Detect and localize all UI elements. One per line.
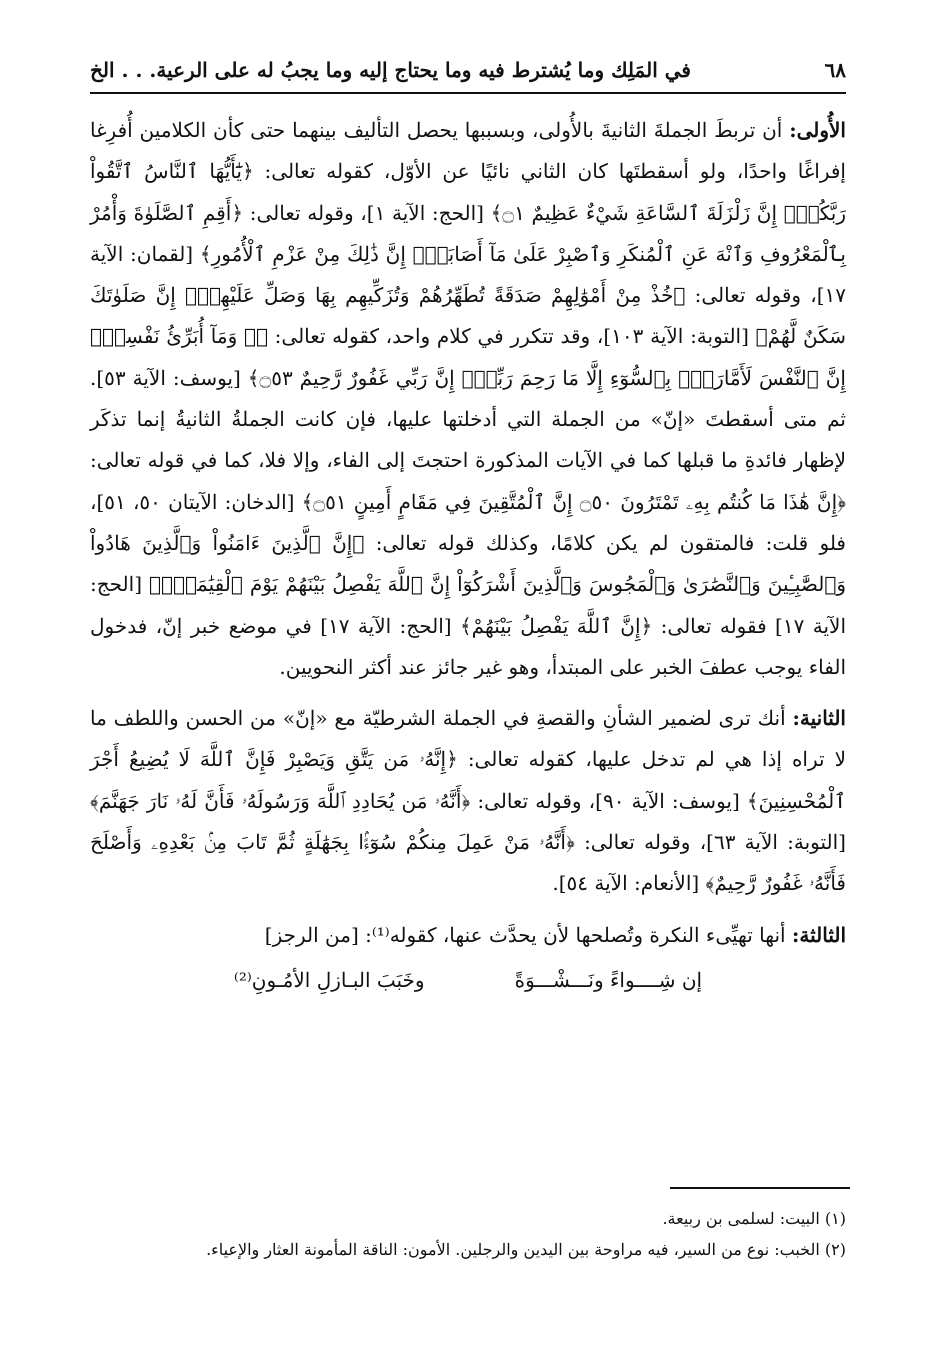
main-text [90,110,846,1001]
poetry-verse [90,960,846,1001]
page-number: ٦٨ [824,58,846,82]
paragraph-text: أن تربطَ الجملةَ الثانيةَ بالأُولى، وبسببها يحصل التأليف بينهما حتى كأن الكلامين أُفرِغا إفراغًا واحدًا، ولو أسقطتَها كان الثاني نائيًا عن الأوّل، كقوله تعالى: ﴿يَٰٓأَيُّهَا ٱلنَّاسُ ٱتَّقُواْ رَبَّكُمْۚ إِنَّ زَلْزَلَةَ ٱلسَّاعَةِ شَيْءٌ عَظِيمٌ ۝١﴾ [الحج: الآية ١]، وقوله تعالى: ﴿أَقِمِ ٱلصَّلَوٰةَ وَأْمُرْ بِٱلْمَعْرُوفِ وَٱنْهَ عَنِ ٱلْمُنكَرِ وَٱصْبِرْ عَلَىٰ مَآ أَصَابَكَۖ إِنَّ ذَٰلِكَ مِنْ عَزْمِ ٱلْأُمُورِ﴾ [لقمان: الآية ١٧]، وقوله تعالى: ﴿خُذْ مِنْ أَمْوَٰلِهِمْ صَدَقَةً تُطَهِّرُهُمْ وَتُزَكِّيهِم بِهَا وَصَلِّ عَلَيْهِمْۖ إِنَّ صَلَوٰتَكَ سَكَنٌ لَّهُمْ﴾ [التوبة: الآية ١٠٣]، وقد تتكرر في كلام واحد، كقوله تعالى: ﴿۞ وَمَآ أُبَرِّئُ نَفْسِيٓۚ إِنَّ ٱلنَّفْسَ لَأَمَّارَةٌۢ بِٱلسُّوٓءِ إِلَّا مَا رَحِمَ رَبِّيٓۚ إِنَّ رَبِّي غَفُورٌ رَّحِيمٌ ۝٥٣﴾ [يوسف: الآية ٥٣]. ثم متى أسقطتَ «إنّ» من الجملة التي أدخلتها عليها، فإن كانت الجملةُ الثانيةُ إنما تذكَر لإظهار فائدةِ ما قبلها كما في الآيات المذكورة احتجتَ إلى الفاء، وإلا فلا، كما في قوله تعالى: ﴿إِنَّ هَٰذَا مَا كُنتُم بِهِۦ تَمْتَرُونَ ۝٥٠ إِنَّ ٱلْمُتَّقِينَ فِي مَقَامٍ أَمِينٍ ۝٥١﴾ [الدخان: الآيتان ٥٠، ٥١]، فلو قلت: فالمتقون لم يكن كلامًا، وكذلك قوله تعالى: ﴿إِنَّ ٱلَّذِينَ ءَامَنُواْ وَٱلَّذِينَ هَادُواْ وَٱلصَّٰبِـِٔينَ وَٱلنَّصَٰرَىٰ وَٱلْمَجُوسَ وَٱلَّذِينَ أَشْرَكُوٓاْ إِنَّ ٱللَّهَ يَفْصِلُ بَيْنَهُمْ يَوْمَ ٱلْقِيَٰمَةِۚ﴾ [الحج: الآية ١٧] فقوله تعالى: ﴿إِنَّ ٱللَّهَ يَفْصِلُ بَيْنَهُمْ﴾ [الحج: الآية ١٧] في موضع خبر إنّ، فدخول الفاء يوجب عطفَ الخبر على المبتدأ، وهو غير جائز عند أكثر النحويين. [90,118,846,679]
footnote-divider [670,1187,850,1189]
paragraph-second [90,698,846,904]
paragraph-text: أنك ترى لضمير الشأنِ والقصةِ في الجملة الشرطيّة مع «إنّ» من الحسن واللطف ما لا تراه إذا هي لم تدخل عليها، كقوله تعالى: ﴿إِنَّهُۥ مَن يَتَّقِ وَيَصْبِرْ فَإِنَّ ٱللَّهَ لَا يُضِيعُ أَجْرَ ٱلْمُحْسِنِينَ﴾ [يوسف: الآية ٩٠]، وقوله تعالى: ﴿أَنَّهُۥ مَن يُحَادِدِ ٱللَّهَ وَرَسُولَهُۥ فَأَنَّ لَهُۥ نَارَ جَهَنَّمَ﴾ [التوبة: الآية ٦٣]، وقوله تعالى: ﴿أَنَّهُۥ مَنْ عَمِلَ مِنكُمْ سُوٓءًۢا بِجَهَٰلَةٍ ثُمَّ تَابَ مِنۢ بَعْدِهِۦ وَأَصْلَحَ فَأَنَّهُۥ غَفُورٌ رَّحِيمٌ﴾ [الأنعام: الآية ٥٤]. [90,706,846,896]
paragraph-lead: الثانية: [792,706,846,731]
paragraph-lead: الأُولى: [789,118,846,142]
footnote: (٢) الخبب: نوع من السير، فيه مراوحة بين اليدين والرجلين. الأمون: الناقة المأمونة العثار والإعياء. [206,1240,846,1259]
paragraph-first [90,110,846,688]
running-header [90,58,846,94]
verse-first-hemistich: إن شِــــواءً ونَـــشْـــوَةً [514,967,703,992]
paragraph-third [90,915,846,956]
footnote: (١) البيت: لسلمى بن ربيعة. [662,1209,846,1228]
paragraph-text: أنها تهيِّىء النكرة وتُصلحها لأن يحدَّث عنها، كقوله⁽¹⁾: [من الرجز] [264,922,792,947]
verse-second-hemistich: وخَبَبَ البـازلِ الأمُـونِ⁽²⁾ [233,967,425,992]
footnotes [90,1205,846,1267]
paragraph-lead: الثالثة: [791,922,846,947]
running-title: في المَلِك وما يُشترط فيه وما يحتاج إليه وما يجبُ له على الرعية. . . الخ [90,58,691,82]
